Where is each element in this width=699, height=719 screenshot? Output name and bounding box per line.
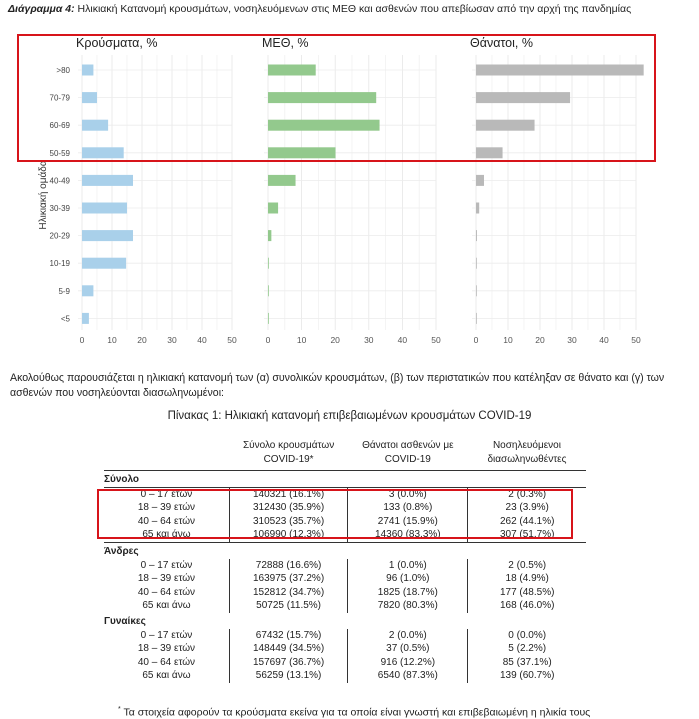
cases-cell: 56259 (13.1%) (229, 669, 347, 683)
cases-cell: 67432 (15.7%) (229, 629, 347, 643)
age-cell: 18 – 39 ετών (137, 643, 196, 655)
x-tick-label: 30 (364, 335, 374, 345)
bar (476, 258, 477, 269)
table-row (104, 572, 586, 586)
table-header-row (104, 437, 586, 471)
category-label: <5 (60, 314, 70, 324)
header-deaths: Θάνατοι ασθενών με COVID-19 (348, 437, 468, 471)
table-highlight-box (97, 489, 573, 539)
age-cell: 0 – 17 ετών (140, 559, 193, 571)
x-tick-label: 40 (397, 335, 408, 345)
age-cell: 40 – 64 ετών (137, 656, 196, 668)
x-tick-label: 0 (79, 335, 85, 345)
deaths-cell: 14360 (83.3%) (348, 528, 468, 542)
cases-cell: 163975 (37.2%) (229, 572, 347, 586)
cases-cell: 50725 (11.5%) (229, 599, 347, 613)
age-cell: 40 – 64 ετών (137, 586, 196, 598)
intubated-cell: 5 (2.2%) (508, 643, 547, 655)
intubated-cell: 0 (0.0%) (508, 629, 547, 641)
age-cell: 40 – 64 ετών (137, 515, 196, 527)
cases-cell: 72888 (16.6%) (229, 559, 347, 573)
deaths-cell: 2 (0.0%) (348, 629, 468, 643)
cases-cell: 140321 (16.1%) (229, 487, 347, 501)
table-row (104, 586, 586, 600)
age-cell: 18 – 39 ετών (137, 502, 196, 514)
intubated-cell: 262 (44.1%) (499, 515, 555, 527)
bar (268, 258, 269, 269)
table-group-row (104, 542, 586, 558)
table-group-row (104, 471, 586, 488)
x-tick-label: 30 (567, 335, 577, 345)
deaths-cell: 1825 (18.7%) (348, 586, 468, 600)
category-label: 5-9 (58, 286, 70, 296)
panel-title: Θάνατοι, % (470, 36, 533, 50)
deaths-cell: 37 (0.5%) (348, 642, 468, 656)
age-cell: 65 και άνω (104, 528, 229, 542)
intubated-cell: 2 (0.3%) (508, 488, 547, 500)
table-row (104, 629, 586, 643)
x-tick-label: 40 (599, 335, 609, 345)
category-label: 70-79 (49, 93, 70, 103)
caption-prefix: Διάγραμμα 4: (8, 3, 75, 15)
bar (268, 285, 269, 296)
intubated-cell: 2 (0.5%) (508, 559, 547, 571)
age-distribution-table (104, 437, 586, 683)
deaths-cell: 7820 (80.3%) (348, 599, 468, 613)
bar (476, 175, 484, 186)
bar (268, 175, 296, 186)
footnote (118, 706, 590, 719)
cases-cell: 152812 (34.7%) (229, 586, 347, 600)
deaths-cell: 3 (0.0%) (348, 487, 468, 501)
x-tick-label: 50 (431, 335, 441, 345)
x-tick-label: 10 (107, 335, 117, 345)
group-label: Άνδρες (104, 545, 139, 557)
x-tick-label: 30 (167, 335, 177, 345)
panel-title: Κρούσματα, % (76, 36, 158, 50)
x-tick-label: 20 (330, 335, 340, 345)
cases-cell: 157697 (36.7%) (229, 656, 347, 670)
header-cases: Σύνολο κρουσμάτων COVID-19* (229, 437, 347, 471)
intubated-cell: 307 (51.7%) (468, 528, 586, 542)
header-empty (104, 437, 229, 471)
bar (476, 285, 477, 296)
y-axis-label: Ηλικιακή ομάδα (38, 160, 49, 230)
category-label: 60-69 (49, 121, 70, 131)
caption-text: Ηλικιακή Κατανομή κρουσμάτων, νοσηλευόμενων στις ΜΕΘ και ασθενών που απεβίωσαν από την αρχή της πανδημίας (77, 3, 632, 15)
deaths-cell: 6540 (87.3%) (348, 669, 468, 683)
x-tick-label: 20 (535, 335, 545, 345)
intubated-cell: 85 (37.1%) (502, 656, 552, 668)
x-tick-label: 10 (503, 335, 513, 345)
deaths-cell: 96 (1.0%) (348, 572, 468, 586)
bar (476, 313, 477, 324)
category-label: 20-29 (49, 231, 70, 241)
x-tick-label: 0 (265, 335, 271, 345)
x-tick-label: 10 (296, 335, 307, 345)
age-cell: 65 και άνω (142, 670, 191, 682)
cases-cell: 148449 (34.5%) (229, 642, 347, 656)
group-label: Σύνολο (104, 471, 586, 488)
bar (268, 230, 271, 241)
table-title: Πίνακας 1: Ηλικιακή κατανομή επιβεβαιωμένων κρουσμάτων COVID-19 (167, 410, 532, 422)
x-tick-label: 40 (197, 335, 207, 345)
deaths-cell: 1 (0.0%) (348, 559, 468, 573)
bar (82, 175, 133, 186)
deaths-cell: 2741 (15.9%) (348, 515, 468, 529)
category-label: 40-49 (49, 176, 70, 186)
age-cell: 0 – 17 ετών (140, 629, 193, 641)
footnote-marker: * (118, 706, 121, 713)
deaths-cell: 916 (12.2%) (348, 656, 468, 670)
table-row (104, 656, 586, 670)
intro-paragraph: Ακολούθως παρουσιάζεται η ηλικιακή κατανομή των (α) συνολικών κρουσμάτων, (β) των περιστατικών που κατέληξαν σε θάνατο και (γ) των ασθενών που νοσηλεύονται διασωληνωμένοι: (10, 372, 665, 399)
bar (268, 313, 269, 324)
x-tick-label: 0 (473, 335, 479, 345)
category-label: >80 (56, 66, 70, 75)
intubated-cell: 177 (48.5%) (499, 586, 555, 598)
deaths-cell: 133 (0.8%) (348, 501, 468, 515)
group-label: Γυναίκες (104, 615, 146, 627)
intubated-cell: 139 (60.7%) (499, 670, 555, 682)
header-intubated: Νοσηλευόμενοι διασωληνωθέντες (468, 437, 586, 471)
panel-title: ΜΕΘ, % (262, 36, 309, 50)
table-row (104, 559, 586, 573)
bar (82, 285, 93, 296)
bar (82, 313, 89, 324)
category-label: 30-39 (49, 204, 70, 213)
bar (82, 203, 127, 214)
table-row (104, 669, 586, 683)
category-label: 50-59 (49, 148, 70, 158)
bar (476, 203, 479, 214)
bar (268, 203, 278, 214)
x-tick-label: 50 (631, 335, 641, 345)
age-cell: 0 – 17 ετών (140, 488, 193, 500)
table-group-row (104, 613, 586, 629)
footnote-text: Τα στοιχεία αφορούν τα κρούσματα εκείνα για τα οποία είναι γνωστή και επιβεβαιωμένη η ηλικία τους (123, 706, 591, 719)
intubated-cell: 168 (46.0%) (499, 600, 555, 612)
bar (82, 230, 133, 241)
cases-cell: 312430 (35.9%) (229, 501, 347, 515)
age-cell: 65 και άνω (142, 600, 191, 612)
table-row (104, 599, 586, 613)
bar (82, 258, 126, 269)
cases-cell: 310523 (35.7%) (229, 515, 347, 529)
cases-cell: 106990 (12.3%) (229, 528, 347, 542)
category-label: 10-19 (49, 259, 70, 269)
x-tick-label: 20 (137, 335, 147, 345)
bar (476, 230, 477, 241)
chart-highlight-box (17, 34, 656, 162)
intubated-cell: 18 (4.9%) (505, 573, 549, 585)
age-cell: 18 – 39 ετών (137, 573, 196, 585)
x-tick-label: 50 (227, 335, 237, 345)
table-row (104, 642, 586, 656)
intubated-cell: 23 (3.9%) (505, 502, 549, 514)
